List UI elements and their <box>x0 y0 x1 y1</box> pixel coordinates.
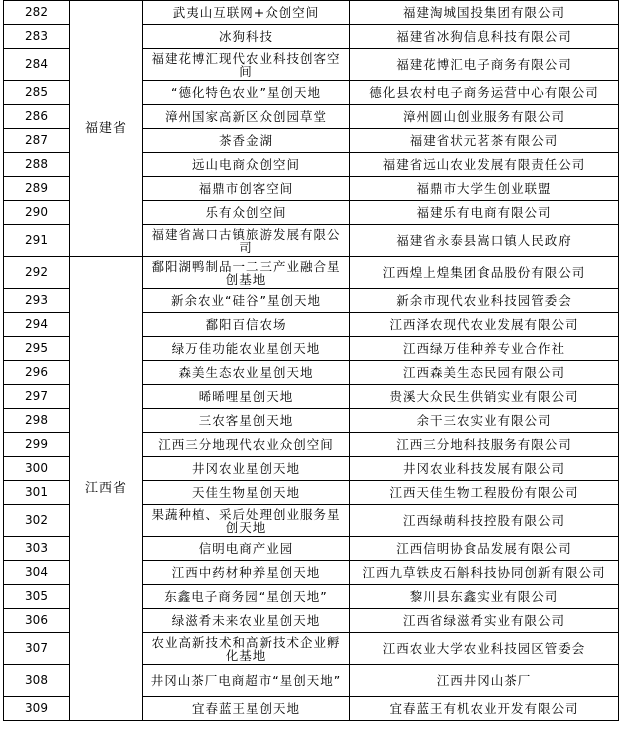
project-name-cell: 新余农业“硅谷”星创天地 <box>143 289 350 313</box>
project-name-cell: 远山电商众创空间 <box>143 153 350 177</box>
row-number: 288 <box>4 153 70 177</box>
operator-cell: 福建乐有电商有限公司 <box>350 201 619 225</box>
project-name-cell: 绿万佳功能农业星创天地 <box>143 337 350 361</box>
row-number: 295 <box>4 337 70 361</box>
project-name-cell: 农业高新技术和高新技术企业孵化基地 <box>143 633 350 665</box>
operator-cell: 井冈农业科技发展有限公司 <box>350 457 619 481</box>
row-number: 296 <box>4 361 70 385</box>
row-number: 290 <box>4 201 70 225</box>
operator-cell: 江西省绿滋肴实业有限公司 <box>350 609 619 633</box>
row-number: 293 <box>4 289 70 313</box>
project-name-cell: 福建花博汇现代农业科技创客空间 <box>143 49 350 81</box>
project-name-cell: “德化特色农业”星创天地 <box>143 81 350 105</box>
project-name-cell: 井冈山茶厂电商超市“星创天地” <box>143 665 350 697</box>
project-table <box>3 0 619 721</box>
row-number: 303 <box>4 537 70 561</box>
operator-cell: 江西煌上煌集团食品股份有限公司 <box>350 257 619 289</box>
project-name-cell: 福鼎市创客空间 <box>143 177 350 201</box>
row-number: 300 <box>4 457 70 481</box>
operator-cell: 福建省远山农业发展有限责任公司 <box>350 153 619 177</box>
operator-cell: 余干三农实业有限公司 <box>350 409 619 433</box>
operator-cell: 江西绿萌科技控股有限公司 <box>350 505 619 537</box>
operator-cell: 宜春蓝王有机农业开发有限公司 <box>350 697 619 721</box>
operator-cell: 江西三分地科技服务有限公司 <box>350 433 619 457</box>
operator-cell: 福建花博汇电子商务有限公司 <box>350 49 619 81</box>
row-number: 299 <box>4 433 70 457</box>
table-row <box>4 257 619 289</box>
project-name-cell: 漳州国家高新区众创园草堂 <box>143 105 350 129</box>
operator-cell: 福建省永泰县嵩口镇人民政府 <box>350 225 619 257</box>
operator-cell: 江西井冈山茶厂 <box>350 665 619 697</box>
page-bottom-cut <box>0 743 626 747</box>
operator-cell: 福鼎市大学生创业联盟 <box>350 177 619 201</box>
project-name-cell: 东鑫电子商务园“星创天地” <box>143 585 350 609</box>
operator-cell: 江西农业大学农业科技园区管委会 <box>350 633 619 665</box>
project-name-cell: 森美生态农业星创天地 <box>143 361 350 385</box>
row-number: 309 <box>4 697 70 721</box>
project-name-cell: 鄱阳湖鸭制品一二三产业融合星创基地 <box>143 257 350 289</box>
row-number: 304 <box>4 561 70 585</box>
operator-cell: 福建省冰狗信息科技有限公司 <box>350 25 619 49</box>
row-number: 301 <box>4 481 70 505</box>
row-number: 307 <box>4 633 70 665</box>
row-number: 285 <box>4 81 70 105</box>
row-number: 287 <box>4 129 70 153</box>
project-name-cell: 武夷山互联网+众创空间 <box>143 1 350 25</box>
row-number: 305 <box>4 585 70 609</box>
operator-cell: 江西信明协食品发展有限公司 <box>350 537 619 561</box>
project-name-cell: 冰狗科技 <box>143 25 350 49</box>
row-number: 284 <box>4 49 70 81</box>
row-number: 291 <box>4 225 70 257</box>
row-number: 292 <box>4 257 70 289</box>
project-name-cell: 茶香金湖 <box>143 129 350 153</box>
project-name-cell: 天佳生物星创天地 <box>143 481 350 505</box>
row-number: 289 <box>4 177 70 201</box>
project-name-cell: 晞晞哩星创天地 <box>143 385 350 409</box>
row-number: 283 <box>4 25 70 49</box>
project-name-cell: 江西中药材种养星创天地 <box>143 561 350 585</box>
project-name-cell: 果蔬种植、采后处理创业服务星创天地 <box>143 505 350 537</box>
project-name-cell: 福建省嵩口古镇旅游发展有限公司 <box>143 225 350 257</box>
operator-cell: 德化县农村电子商务运营中心有限公司 <box>350 81 619 105</box>
table-row <box>4 1 619 25</box>
project-name-cell: 江西三分地现代农业众创空间 <box>143 433 350 457</box>
operator-cell: 福建淘城国投集团有限公司 <box>350 1 619 25</box>
operator-cell: 新余市现代农业科技园管委会 <box>350 289 619 313</box>
row-number: 286 <box>4 105 70 129</box>
project-name-cell: 鄱阳百信农场 <box>143 313 350 337</box>
row-number: 298 <box>4 409 70 433</box>
operator-cell: 江西九草铁皮石斛科技协同创新有限公司 <box>350 561 619 585</box>
project-name-cell: 宜春蓝王星创天地 <box>143 697 350 721</box>
row-number: 302 <box>4 505 70 537</box>
operator-cell: 福建省状元茗茶有限公司 <box>350 129 619 153</box>
row-number: 308 <box>4 665 70 697</box>
province-cell: 福建省 <box>70 1 143 257</box>
operator-cell: 黎川县东鑫实业有限公司 <box>350 585 619 609</box>
project-name-cell: 三农客星创天地 <box>143 409 350 433</box>
project-name-cell: 乐有众创空间 <box>143 201 350 225</box>
row-number: 306 <box>4 609 70 633</box>
project-name-cell: 井冈农业星创天地 <box>143 457 350 481</box>
province-cell: 江西省 <box>70 257 143 721</box>
row-number: 294 <box>4 313 70 337</box>
operator-cell: 漳州圆山创业服务有限公司 <box>350 105 619 129</box>
project-name-cell: 绿滋肴未来农业星创天地 <box>143 609 350 633</box>
operator-cell: 江西森美生态民园有限公司 <box>350 361 619 385</box>
operator-cell: 江西泽农现代农业发展有限公司 <box>350 313 619 337</box>
operator-cell: 贵溪大众民生供销实业有限公司 <box>350 385 619 409</box>
row-number: 297 <box>4 385 70 409</box>
row-number: 282 <box>4 1 70 25</box>
operator-cell: 江西绿万佳种养专业合作社 <box>350 337 619 361</box>
operator-cell: 江西天佳生物工程股份有限公司 <box>350 481 619 505</box>
project-name-cell: 信明电商产业园 <box>143 537 350 561</box>
